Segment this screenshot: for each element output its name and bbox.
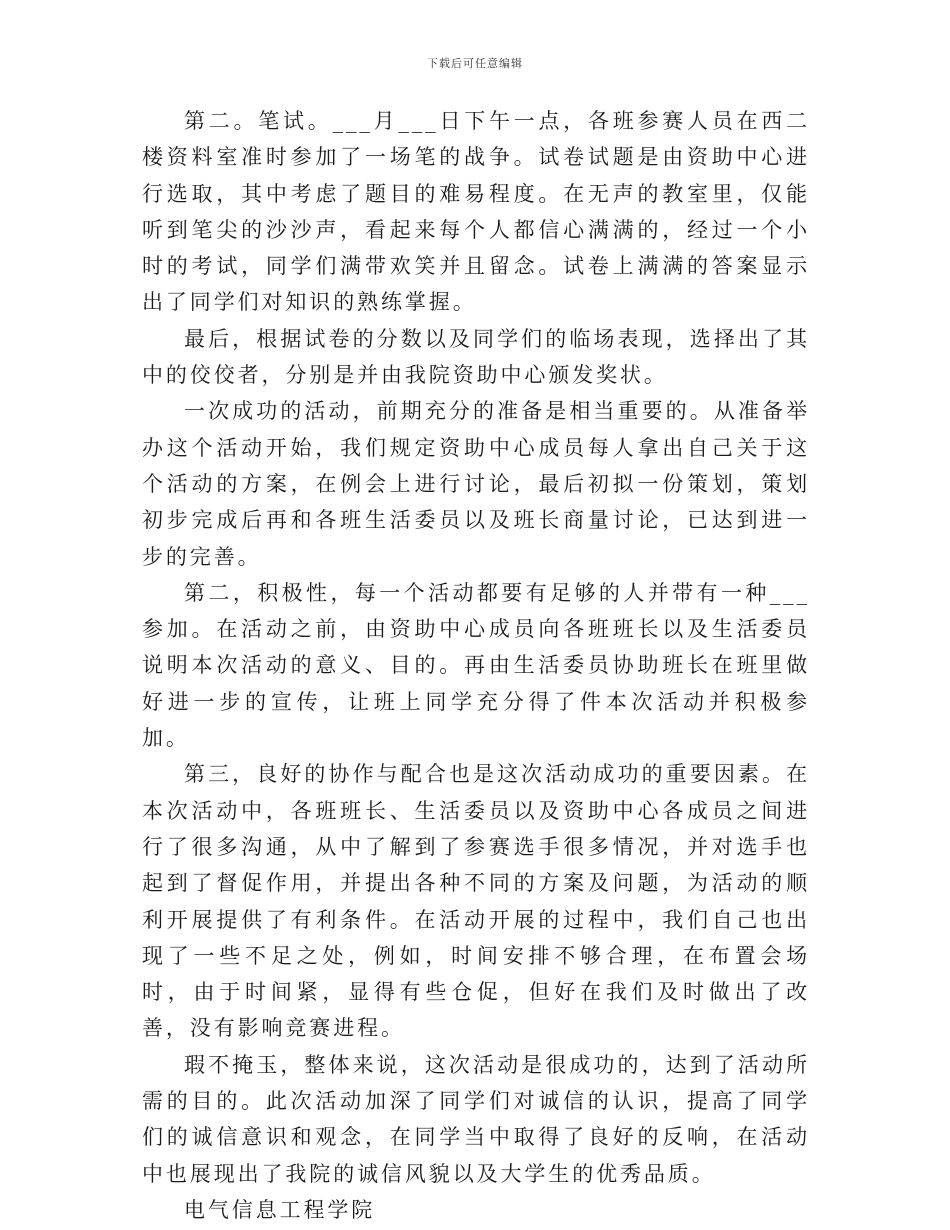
- paragraph-conclusion: 瑕不掩玉，整体来说，这次活动是很成功的，达到了活动所需的目的。此次活动加深了同学们对诚信的认识，提高了同学们的诚信意识和观念，在同学当中取得了良好的反响，在活动中也展现出了我院的诚信风貌以及大学生的优秀品质。: [142, 1052, 810, 1186]
- document-body: [142, 103, 810, 1228]
- paragraph-preparation: 一次成功的活动，前期充分的准备是相当重要的。从准备举办这个活动开始，我们规定资助中心成员每人拿出自己关于这个活动的方案，在例会上进行讨论，最后初拟一份策划，策划初步完成后再和各班生活委员以及班长商量讨论，已达到进一步的完善。: [142, 399, 810, 569]
- page-header: 下载后可任意编辑: [427, 57, 523, 70]
- signature: 电气信息工程学院: [184, 1197, 376, 1222]
- paragraph-written-exam: 第二。笔试。___月___日下午一点，各班参赛人员在西二楼资料室准时参加了一场笔的战争。试卷试题是由资助中心进行选取，其中考虑了题目的难易程度。在无声的教室里，仅能听到笔尖的沙沙声，看起来每个人都信心满满的，经过一个小时的考试，同学们满带欢笑并且留念。试卷上满满的答案显示出了同学们对知识的熟练掌握。: [142, 109, 810, 315]
- paragraph-enthusiasm: 第二，积极性，每一个活动都要有足够的人并带有一种___参加。在活动之前，由资助中心成员向各班班长以及生活委员说明本次活动的意义、目的。再由生活委员协助班长在班里做好进一步的宣传，让班上同学充分得了件本次活动并积极参加。: [142, 580, 810, 751]
- paragraph-cooperation: 第三，良好的协作与配合也是这次活动成功的重要因素。在本次活动中，各班班长、生活委员以及资助中心各成员之间进行了很多沟通，从中了解到了参赛选手很多情况，并对选手也起到了督促作用，并提出各种不同的方案及问题，为活动的顺利开展提供了有利条件。在活动开展的过程中，我们自己也出现了一些不足之处，例如，时间安排不够合理，在布置会场时，由于时间紧，显得有些仓促，但好在我们及时做出了改善，没有影响竞赛进程。: [142, 762, 810, 1041]
- paragraph-results: 最后，根据试卷的分数以及同学们的临场表现，选择出了其中的佼佼者，分别是并由我院资助中心颁发奖状。: [142, 326, 810, 388]
